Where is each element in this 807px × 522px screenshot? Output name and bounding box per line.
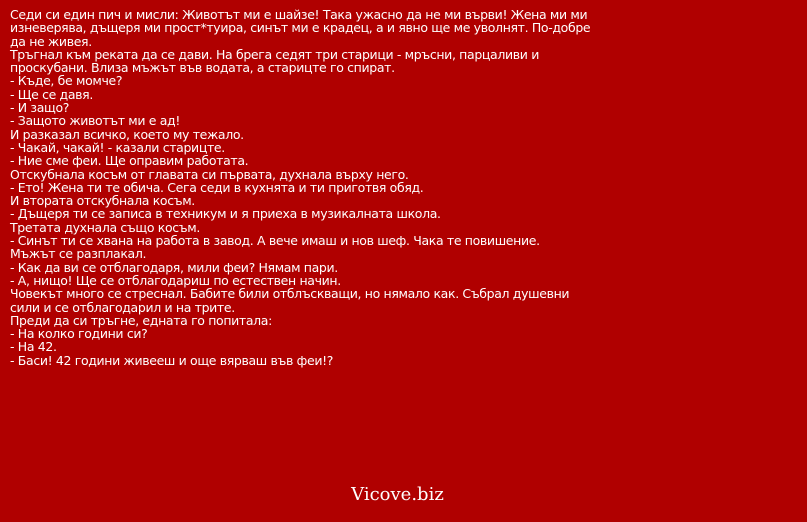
story-line: Тръгнал към реката да се дави. На брега седят три старици - мръсни, парцаливи и проскубани. Влиза мъжът във водата, а старицте го спират.: [10, 46, 539, 76]
story-line: - Ето! Жена ти те обича. Сега седи в кухнята и ти приготвя обяд.: [10, 179, 424, 195]
story-line: Мъжът се разплакал.: [10, 246, 147, 262]
story-line: - Ние сме феи. Ще оправим работата.: [10, 153, 249, 169]
story-line: - Ще се давя.: [10, 86, 93, 102]
story-line: - На 42.: [10, 339, 57, 355]
story-line: - Чакай, чакай! - казали старицте.: [10, 139, 225, 155]
story-line: - Синът ти се хвана на работа в завод. А вече имаш и нов шеф. Чака те повишение.: [10, 233, 540, 249]
story-line: - Как да ви се отблагодаря, мили феи? Нямам пари.: [10, 259, 338, 275]
story-line: - Баси! 42 години живееш и още вярваш във феи!?: [10, 352, 334, 368]
story-line: Седи си един пич и мисли: Животът ми е шайзе! Така ужасно да не ми върви! Жена ми ми изневерява, дъщеря ми прост*туира, синът ми е крадец, а и явно ще ме уволнят. По-добре да не живея.: [10, 7, 591, 49]
story-line: Преди да си тръгне, едната го попитала:: [10, 312, 272, 328]
story-line: И разказал всичко, което му тежало.: [10, 126, 244, 142]
story-line: - Къде, бе момче?: [10, 73, 123, 89]
story-line: Човекът много се стреснал. Бабите били отблъскващи, но нямало как. Събрал душевни сили и се отблагодарил и на трите.: [10, 286, 570, 315]
story-line: - А, нищо! Ще се отблагодариш по естествен начин.: [10, 272, 341, 288]
story-line: Третата духнала също косъм.: [10, 219, 200, 235]
story-line: - Защото животът ми е ад!: [10, 113, 181, 129]
story-line: - Дъщеря ти се записа в техникум и я приеха в музикалната школа.: [10, 206, 441, 222]
story-line: Отскубнала косъм от главата си първата, духнала върху него.: [10, 166, 409, 182]
story-line: - На колко години си?: [10, 326, 148, 342]
joke-text: [10, 8, 595, 367]
site-watermark: Vicove.biz: [351, 484, 444, 505]
story-line: И втората отскубнала косъм.: [10, 193, 195, 209]
story-line: - И защо?: [10, 100, 70, 116]
